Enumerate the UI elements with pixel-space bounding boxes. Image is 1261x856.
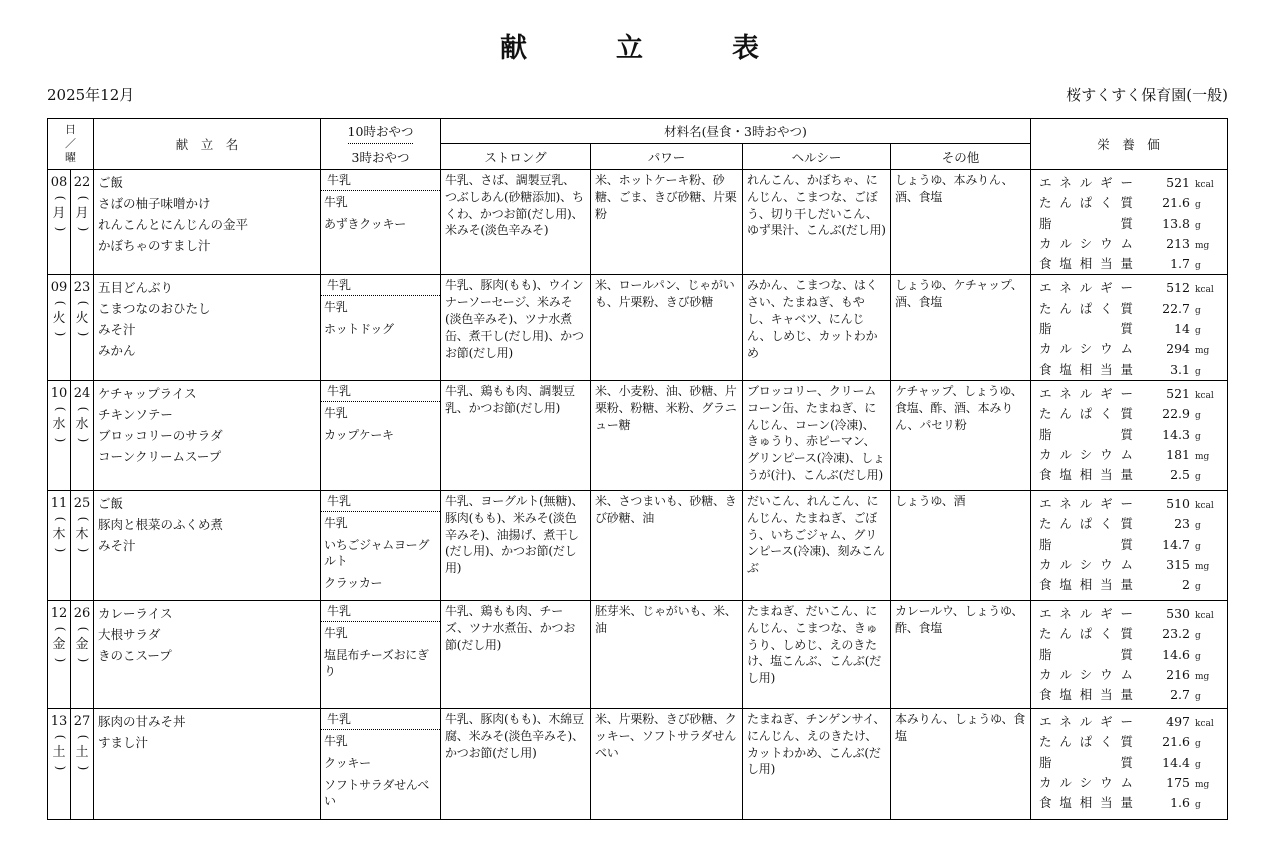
- paren-open: (: [53, 626, 67, 632]
- menu-row: [48, 491, 1227, 601]
- date-cell-second: [71, 275, 94, 379]
- snack-item: 牛乳: [324, 515, 348, 530]
- menu-item: 豚肉と根菜のふくめ煮: [98, 516, 224, 532]
- ingredients-strong-cell: 牛乳、鶏もも肉、調製豆乳、かつお節(だし用): [441, 381, 591, 490]
- nutrition-protein: たんぱく質 22.9 g: [1039, 406, 1201, 422]
- snack-10am-item: 牛乳: [321, 709, 440, 730]
- menu-item: すまし汁: [98, 734, 149, 750]
- paren-open: (: [76, 626, 90, 632]
- date-number: 09: [50, 280, 68, 296]
- menu-item: れんこんとにんじんの金平: [98, 217, 249, 232]
- date-cell-first: [48, 709, 71, 819]
- paren-open: (: [53, 406, 67, 412]
- paren-open: (: [76, 406, 90, 412]
- header-col-power: パワー: [591, 144, 743, 169]
- snack-3pm-list: [321, 622, 440, 688]
- header-snack-10am: 10時おやつ: [348, 119, 414, 144]
- snack-cell: [321, 709, 441, 819]
- menu-item: コーンクリームスープ: [98, 448, 222, 464]
- period-label: 2025年12月: [47, 86, 135, 104]
- ingredients-healthy-cell: みかん、こまつな、はくさい、たまねぎ、もやし、キャベツ、にんじん、しめじ、カットわかめ: [743, 275, 891, 379]
- header-snack-3pm: 3時おやつ: [351, 149, 410, 165]
- ingredients-power-cell: 米、さつまいも、砂糖、きび砂糖、油: [591, 491, 743, 600]
- paren-open: (: [76, 734, 90, 740]
- menu-table: [47, 118, 1228, 820]
- menu-item: ケチャップライス: [98, 385, 197, 401]
- nutrition-cell: [1031, 170, 1226, 274]
- date-number: 23: [73, 280, 91, 296]
- nutrition-energy: エネルギー 521 kcal: [1039, 385, 1214, 401]
- menu-item: みかん: [98, 343, 136, 359]
- date-number: 08: [50, 175, 68, 190]
- table-header: [48, 119, 1227, 170]
- snack-10am-item: 牛乳: [321, 601, 440, 622]
- ingredients-power-cell: 米、片栗粉、きび砂糖、クッキー、ソフトサラダせんべい: [591, 709, 743, 819]
- header-col-strong: ストロング: [441, 144, 591, 169]
- nutrition-salt: 食塩相当量 3.1 g: [1039, 361, 1201, 377]
- snack-3pm-list: [321, 512, 440, 600]
- ingredients-power-cell: 米、ロールパン、じゃがいも、片栗粉、きび砂糖: [591, 275, 743, 379]
- snack-3pm-list: [321, 402, 440, 452]
- menu-item: みそ汁: [98, 537, 136, 553]
- date-cell-second: [71, 601, 94, 708]
- nutrition-fat: 脂質 13.8 g: [1039, 215, 1201, 231]
- date-number: 12: [50, 605, 68, 621]
- snack-item: クラッカー: [324, 575, 383, 590]
- nutrition-energy: エネルギー 521 kcal: [1039, 175, 1214, 190]
- menu-name-cell: [94, 381, 321, 490]
- snack-item: 牛乳: [324, 300, 348, 315]
- menu-item: カレーライス: [98, 605, 173, 621]
- menu-item: こまつなのおひたし: [98, 301, 211, 317]
- date-cell-second: [71, 170, 94, 274]
- ingredients-power-cell: 胚芽米、じゃがいも、米、油: [591, 601, 743, 708]
- paren-open: (: [76, 516, 90, 522]
- date-cell-first: [48, 381, 71, 490]
- snack-item: 牛乳: [324, 195, 348, 209]
- ingredients-healthy-cell: れんこん、かぼちゃ、にんじん、こまつな、ごぼう、切り干しだいこん、ゆず果汁、こんぶ(だし用): [743, 170, 891, 274]
- snack-cell: [321, 170, 441, 274]
- weekday-label: 木: [75, 526, 89, 542]
- date-number: 25: [73, 495, 91, 511]
- weekday-label: 月: [75, 206, 89, 221]
- snack-3pm-list: [321, 730, 440, 818]
- nutrition-cell: [1031, 381, 1226, 490]
- weekday-label: 金: [52, 636, 66, 652]
- nutrition-salt: 食塩相当量 2.5 g: [1039, 467, 1201, 483]
- header-snack: [321, 119, 441, 169]
- paren-close: ): [76, 765, 90, 771]
- ingredients-other-cell: しょうゆ、酒: [891, 491, 1031, 600]
- menu-row: [48, 381, 1227, 491]
- menu-item: みそ汁: [98, 322, 136, 338]
- weekday-label: 水: [75, 416, 89, 432]
- nutrition-calcium: カルシウム 315 mg: [1039, 556, 1210, 572]
- weekday-label: 木: [52, 526, 66, 542]
- nutrition-calcium: カルシウム 294 mg: [1039, 341, 1210, 357]
- nutrition-fat: 脂質 14 g: [1039, 321, 1201, 337]
- paren-open: (: [53, 301, 67, 306]
- menu-item: きのこスープ: [98, 647, 172, 663]
- nutrition-fat: 脂質 14.7 g: [1039, 536, 1201, 552]
- facility-name: 桜すくすく保育園(一般): [1066, 86, 1228, 104]
- snack-10am-item: 牛乳: [321, 275, 440, 296]
- snack-cell: [321, 601, 441, 708]
- date-cell-first: [48, 275, 71, 379]
- nutrition-protein: たんぱく質 21.6 g: [1039, 195, 1201, 211]
- weekday-label: 水: [52, 416, 66, 432]
- snack-item: 牛乳: [324, 625, 348, 640]
- date-cell-second: [71, 709, 94, 819]
- paren-close: ): [76, 437, 90, 443]
- menu-name-cell: [94, 601, 321, 708]
- nutrition-energy: エネルギー 497 kcal: [1039, 713, 1214, 729]
- nutrition-cell: [1031, 491, 1226, 600]
- nutrition-protein: たんぱく質 23 g: [1039, 516, 1201, 532]
- weekday-label: 月: [52, 206, 66, 221]
- date-number: 13: [50, 713, 68, 729]
- menu-row: [48, 170, 1227, 275]
- weekday-label: 土: [75, 744, 89, 760]
- snack-item: ホットドッグ: [324, 322, 394, 337]
- snack-item: クッキー: [324, 755, 371, 770]
- ingredients-healthy-cell: だいこん、れんこん、にんじん、たまねぎ、ごぼう、いちごジャム、グリンピース(冷凍)、刻みこんぶ: [743, 491, 891, 600]
- nutrition-energy: エネルギー 510 kcal: [1039, 495, 1214, 511]
- snack-item: いちごジャムヨーグルト: [324, 537, 430, 568]
- menu-item: 五目どんぶり: [98, 280, 174, 296]
- paren-open: (: [53, 516, 67, 522]
- ingredients-other-cell: 本みりん、しょうゆ、食塩: [891, 709, 1031, 819]
- header-col-other: その他: [891, 144, 1031, 169]
- ingredients-healthy-cell: たまねぎ、チンゲンサイ、にんじん、えのきたけ、カットわかめ、こんぶ(だし用): [743, 709, 891, 819]
- menu-name-cell: [94, 709, 321, 819]
- nutrition-salt: 食塩相当量 1.6 g: [1039, 795, 1201, 811]
- ingredients-other-cell: ケチャップ、しょうゆ、食塩、酢、酒、本みりん、パセリ粉: [891, 381, 1031, 490]
- paren-close: ): [76, 332, 90, 337]
- nutrition-cell: [1031, 275, 1226, 379]
- menu-item: ブロッコリーのサラダ: [98, 427, 223, 443]
- snack-cell: [321, 381, 441, 490]
- date-cell-first: [48, 601, 71, 708]
- snack-item: 牛乳: [324, 405, 348, 420]
- nutrition-salt: 食塩相当量 2 g: [1039, 577, 1201, 593]
- nutrition-salt: 食塩相当量 2.7 g: [1039, 687, 1201, 703]
- snack-10am-item: 牛乳: [321, 381, 440, 402]
- nutrition-salt: 食塩相当量 1.7 g: [1039, 256, 1201, 272]
- menu-name-cell: [94, 491, 321, 600]
- nutrition-cell: [1031, 709, 1226, 819]
- weekday-label: 金: [75, 636, 89, 652]
- paren-close: ): [53, 765, 67, 771]
- nutrition-fat: 脂質 14.4 g: [1039, 754, 1201, 770]
- ingredients-other-cell: カレールウ、しょうゆ、酢、食塩: [891, 601, 1031, 708]
- header-menu-name: 献 立 名: [94, 119, 321, 169]
- paren-close: ): [76, 657, 90, 663]
- nutrition-fat: 脂質 14.6 g: [1039, 646, 1201, 662]
- snack-item: ソフトサラダせんべい: [324, 777, 429, 808]
- header-ingredients: 材料名(昼食・3時おやつ): [441, 119, 1031, 144]
- paren-close: ): [76, 226, 90, 232]
- snack-10am-item: 牛乳: [321, 170, 440, 191]
- date-cell-first: [48, 170, 71, 274]
- paren-open: (: [53, 734, 67, 740]
- paren-close: ): [53, 226, 67, 232]
- page-title: 献 立 表: [500, 33, 761, 64]
- menu-name-cell: [94, 170, 321, 274]
- paren-open: (: [53, 195, 67, 201]
- ingredients-strong-cell: 牛乳、ヨーグルト(無糖)、豚肉(もも)、米みそ(淡色辛みそ)、油揚げ、煮干し(だし用)、かつお節(だし用): [441, 491, 591, 600]
- ingredients-other-cell: しょうゆ、本みりん、酒、食塩: [891, 170, 1031, 274]
- date-number: 27: [73, 713, 91, 729]
- nutrition-calcium: カルシウム 175 mg: [1039, 774, 1210, 790]
- snack-3pm-list: [321, 296, 440, 346]
- snack-cell: [321, 275, 441, 379]
- date-number: 10: [50, 385, 68, 401]
- snack-item: 牛乳: [324, 733, 348, 748]
- menu-item: かぼちゃのすまし汁: [98, 238, 211, 253]
- ingredients-other-cell: しょうゆ、ケチャップ、酒、食塩: [891, 275, 1031, 379]
- nutrition-calcium: カルシウム 216 mg: [1039, 666, 1210, 682]
- nutrition-fat: 脂質 14.3 g: [1039, 426, 1201, 442]
- menu-item: ご飯: [98, 495, 124, 511]
- date-number: 26: [73, 605, 91, 621]
- nutrition-protein: たんぱく質 22.7 g: [1039, 300, 1201, 316]
- ingredients-strong-cell: 牛乳、豚肉(もも)、木綿豆腐、米みそ(淡色辛みそ)、かつお節(だし用): [441, 709, 591, 819]
- menu-row: [48, 275, 1227, 380]
- menu-row: [48, 709, 1227, 819]
- subheader: [47, 84, 1228, 105]
- weekday-label: 火: [52, 311, 66, 327]
- date-number: 11: [50, 495, 68, 511]
- date-number: 24: [73, 385, 91, 401]
- ingredients-power-cell: 米、小麦粉、油、砂糖、片栗粉、粉糖、米粉、グラニュー糖: [591, 381, 743, 490]
- paren-close: ): [53, 437, 67, 443]
- menu-row: [48, 601, 1227, 709]
- table-body: [48, 170, 1227, 819]
- ingredients-strong-cell: 牛乳、豚肉(もも)、ウインナーソーセージ、米みそ(淡色辛みそ)、ツナ水煮缶、煮干し(だし用)、かつお節(だし用): [441, 275, 591, 379]
- ingredients-strong-cell: 牛乳、さば、調製豆乳、つぶしあん(砂糖添加)、ちくわ、かつお節(だし用)、米みそ(淡色辛みそ): [441, 170, 591, 274]
- paren-close: ): [53, 547, 67, 553]
- ingredients-healthy-cell: ブロッコリー、クリームコーン缶、たまねぎ、にんじん、コーン(冷凍)、きゅうり、赤ピーマン、グリンピース(冷凍)、しょうが(汁)、こんぶ(だし用): [743, 381, 891, 490]
- date-number: 22: [73, 175, 91, 190]
- menu-name-cell: [94, 275, 321, 379]
- date-cell-second: [71, 381, 94, 490]
- ingredients-power-cell: 米、ホットケーキ粉、砂糖、ごま、きび砂糖、片栗粉: [591, 170, 743, 274]
- menu-item: 豚肉の甘みそ丼: [98, 713, 186, 729]
- header-nutrition: 栄 養 価: [1097, 137, 1160, 152]
- paren-open: (: [76, 195, 90, 201]
- header-day-week: 日 ／ 曜: [48, 119, 94, 169]
- nutrition-calcium: カルシウム 213 mg: [1039, 235, 1210, 251]
- snack-item: カップケーキ: [324, 427, 394, 442]
- nutrition-cell: [1031, 601, 1226, 708]
- snack-10am-item: 牛乳: [321, 491, 440, 512]
- date-cell-second: [71, 491, 94, 600]
- paren-open: (: [76, 301, 90, 306]
- snack-item: あずきクッキー: [324, 217, 406, 231]
- menu-item: チキンソテー: [98, 406, 173, 422]
- paren-close: ): [76, 547, 90, 553]
- snack-item: 塩昆布チーズおにぎり: [324, 647, 429, 678]
- menu-item: 大根サラダ: [98, 626, 161, 642]
- nutrition-energy: エネルギー 512 kcal: [1039, 280, 1214, 296]
- ingredients-healthy-cell: たまねぎ、だいこん、にんじん、こまつな、きゅうり、しめじ、えのきたけ、塩こんぶ、こんぶ(だし用): [743, 601, 891, 708]
- nutrition-protein: たんぱく質 23.2 g: [1039, 626, 1201, 642]
- header-col-healthy: ヘルシー: [743, 144, 891, 169]
- menu-item: ご飯: [98, 175, 124, 190]
- nutrition-energy: エネルギー 530 kcal: [1039, 605, 1214, 621]
- snack-3pm-list: [321, 191, 440, 241]
- ingredients-strong-cell: 牛乳、鶏もも肉、チーズ、ツナ水煮缶、かつお節(だし用): [441, 601, 591, 708]
- menu-item: さばの柚子味噌かけ: [98, 196, 211, 211]
- nutrition-calcium: カルシウム 181 mg: [1039, 446, 1210, 462]
- paren-close: ): [53, 657, 67, 663]
- date-cell-first: [48, 491, 71, 600]
- weekday-label: 火: [75, 311, 89, 327]
- weekday-label: 土: [52, 744, 66, 760]
- paren-close: ): [53, 332, 67, 337]
- snack-cell: [321, 491, 441, 600]
- nutrition-protein: たんぱく質 21.6 g: [1039, 734, 1201, 750]
